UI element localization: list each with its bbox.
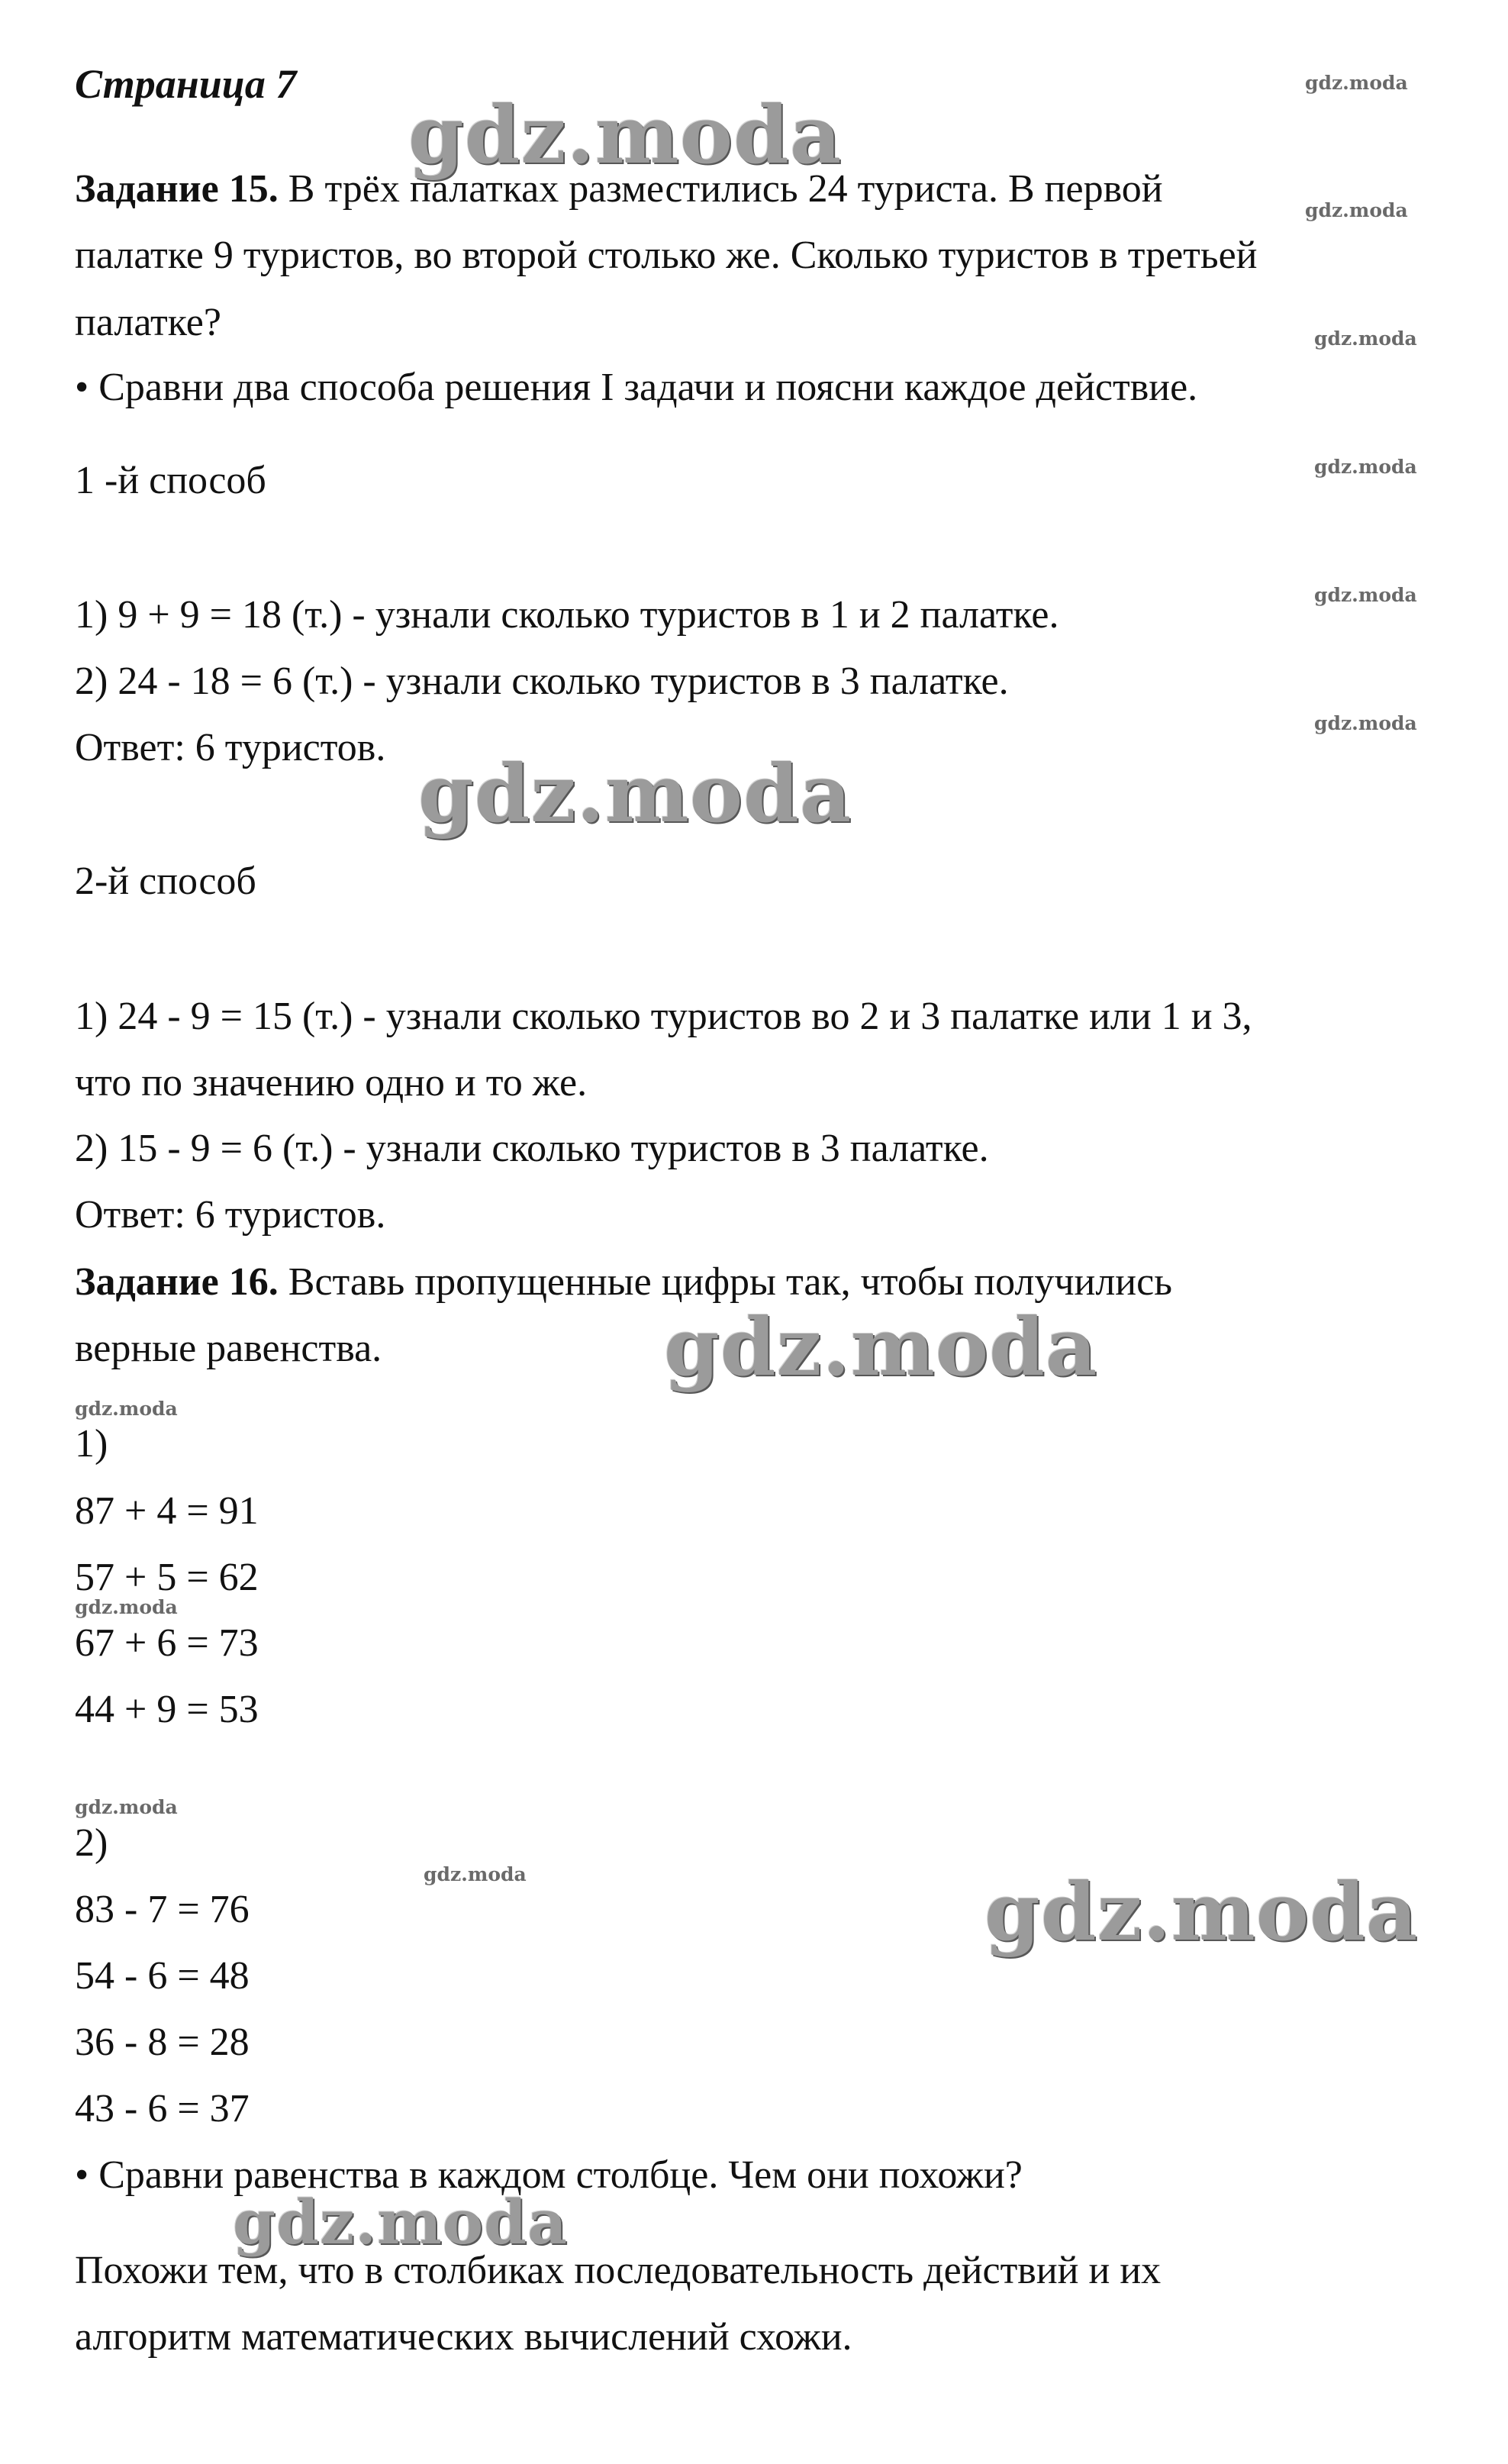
group2-equation: 54 - 6 = 48	[75, 1954, 250, 1998]
task16-answer-line1: Похожи тем, что в столбиках последовательность действий и их	[75, 2249, 1162, 2292]
watermark-small: gdz.moda	[424, 1863, 527, 1885]
group1-equation: 44 + 9 = 53	[75, 1688, 259, 1731]
method2-answer: Ответ: 6 туристов.	[75, 1193, 386, 1237]
task16-line2: верные равенства.	[75, 1327, 382, 1370]
group1-equation: 87 + 4 = 91	[75, 1489, 259, 1533]
watermark-small: gdz.moda	[1305, 72, 1408, 94]
group2-label: 2)	[75, 1821, 108, 1865]
watermark-small: gdz.moda	[1314, 456, 1417, 478]
method1-answer: Ответ: 6 туристов.	[75, 726, 386, 769]
group2-equation: 83 - 7 = 76	[75, 1888, 250, 1931]
watermark-large: gdz.moda	[408, 88, 843, 182]
task16-text-1: Вставь пропущенные цифры так, чтобы получились	[278, 1260, 1172, 1304]
watermark-small: gdz.moda	[1314, 584, 1417, 606]
watermark-small: gdz.moda	[75, 1398, 178, 1420]
task15-line2: палатке 9 туристов, во второй столько же. Сколько туристов в третьей	[75, 234, 1258, 277]
method2-title: 2-й способ	[75, 859, 256, 903]
group1-equation: 57 + 5 = 62	[75, 1556, 259, 1599]
method2-step1-line1: 1) 24 - 9 = 15 (т.) - узнали сколько туристов во 2 и 3 палатке или 1 и 3,	[75, 995, 1252, 1038]
method1-step1: 1) 9 + 9 = 18 (т.) - узнали сколько туристов в 1 и 2 палатке.	[75, 593, 1059, 637]
task15-text-1: В трёх палатках разместились 24 туриста. В первой	[278, 167, 1163, 211]
watermark-small: gdz.moda	[1314, 327, 1417, 350]
task16-label: Задание 16.	[75, 1260, 279, 1304]
task15-label: Задание 15.	[75, 167, 279, 211]
method2-step2: 2) 15 - 9 = 6 (т.) - узнали сколько туристов в 3 палатке.	[75, 1127, 989, 1170]
watermark-small: gdz.moda	[75, 1596, 178, 1618]
method1-step2: 2) 24 - 18 = 6 (т.) - узнали сколько туристов в 3 палатке.	[75, 660, 1009, 703]
method2-step1-line2: что по значению одно и то же.	[75, 1061, 588, 1105]
group1-label: 1)	[75, 1422, 108, 1466]
task16-answer-line2: алгоритм математических вычислений схожи.	[75, 2315, 852, 2359]
task16-compare: • Сравни равенства в каждом столбце. Чем они похожи?	[75, 2153, 1023, 2197]
watermark-large: gdz.moda	[984, 1865, 1419, 1959]
watermark-small: gdz.moda	[75, 1796, 178, 1818]
group1-equation: 67 + 6 = 73	[75, 1621, 259, 1665]
group2-equation: 36 - 8 = 28	[75, 2021, 250, 2064]
group2-equation: 43 - 6 = 37	[75, 2087, 250, 2130]
page-title: Страница 7	[75, 61, 297, 107]
watermark-large: gdz.moda	[418, 747, 852, 840]
watermark-small: gdz.moda	[1305, 199, 1408, 221]
task15-compare: • Сравни два способа решения I задачи и поясни каждое действие.	[75, 366, 1198, 409]
watermark-large: gdz.moda	[233, 2186, 568, 2258]
task15-line3: палатке?	[75, 301, 221, 344]
task16-line1	[75, 1259, 1172, 1305]
watermark-large: gdz.moda	[664, 1300, 1098, 1394]
watermark-small: gdz.moda	[1314, 712, 1417, 734]
method1-title: 1 -й способ	[75, 459, 266, 502]
